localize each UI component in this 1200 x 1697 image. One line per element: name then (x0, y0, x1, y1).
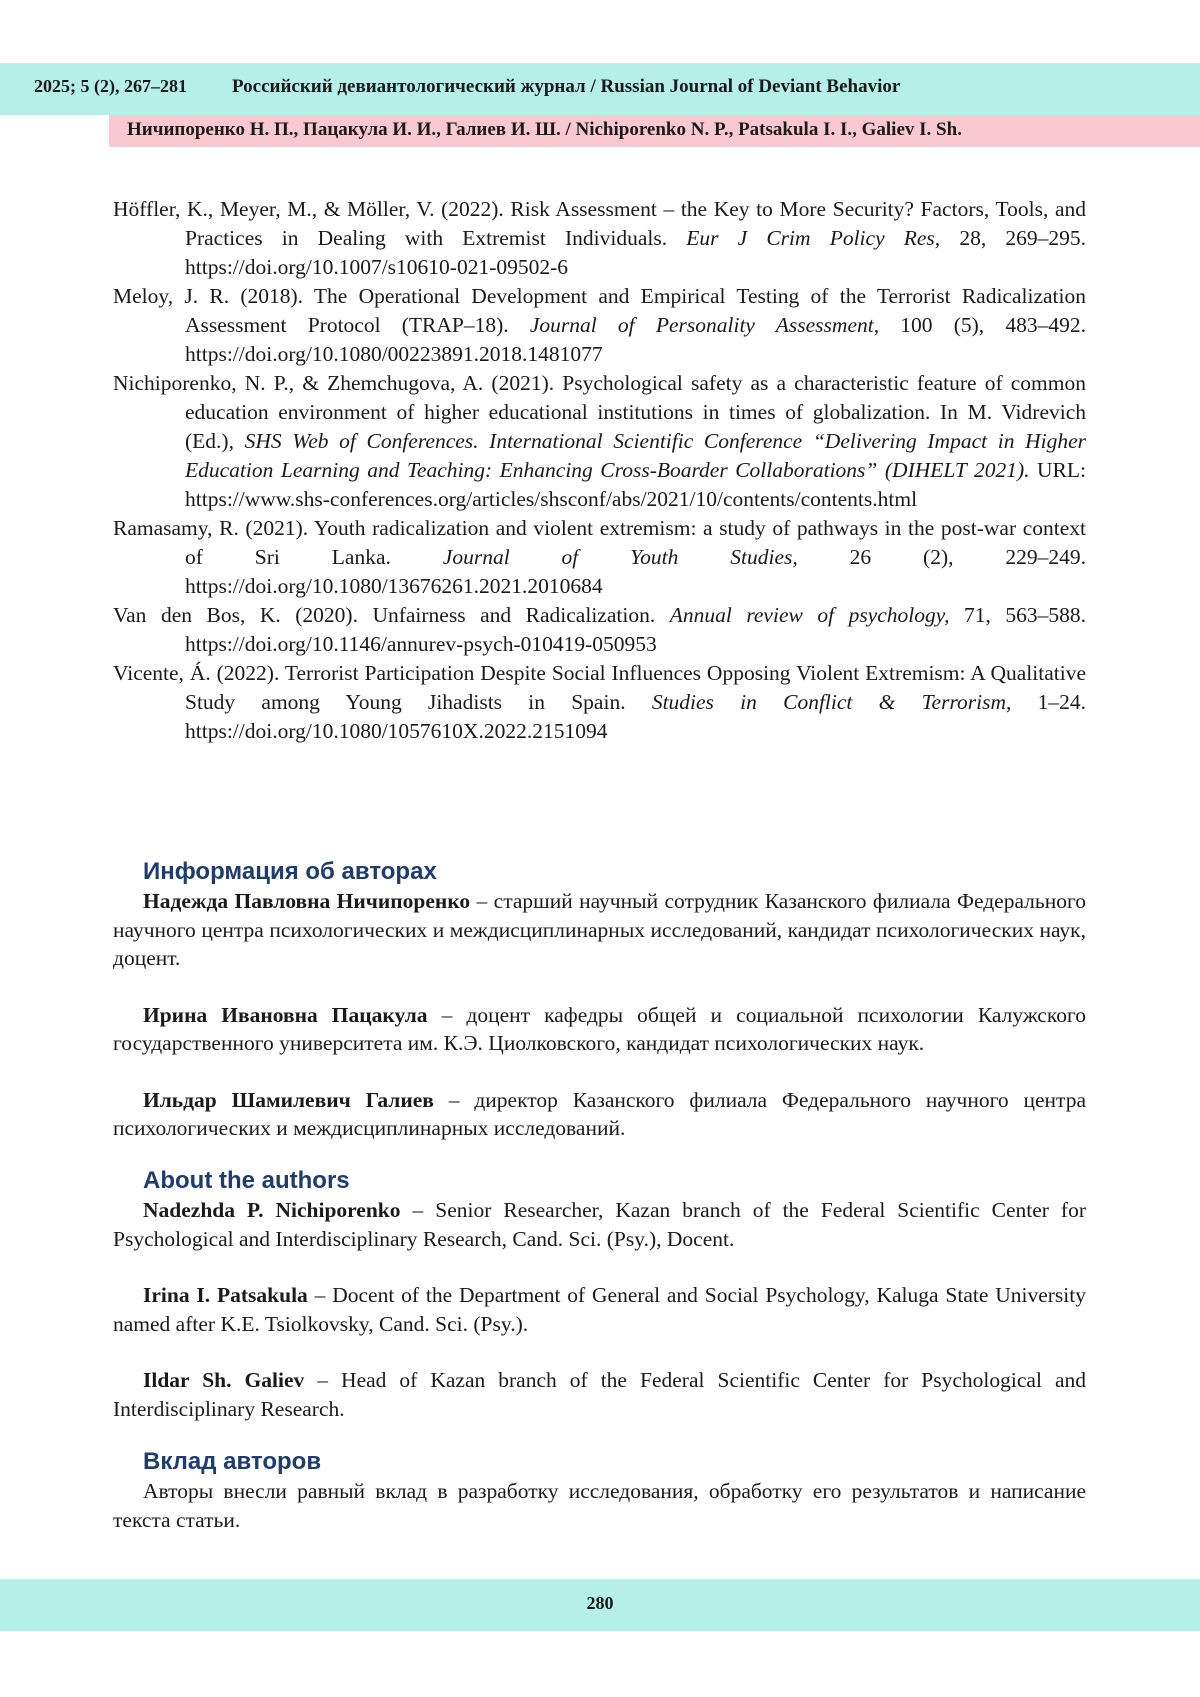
reference-item: Van den Bos, K. (2020). Unfairness and Radicalization. Annual review of psychology, 71, 563–588. https://doi.org/10.1146/annurev-psych-010419-050953 (113, 603, 1087, 656)
ru-authors-section (113, 857, 1086, 1143)
journal-header-band (0, 63, 1200, 115)
running-authors-band (109, 115, 1200, 147)
author-info: Nadezhda P. Nichiporenko – Senior Researcher, Kazan branch of the Federal Scientific Center for Psychological and Interdisciplinary Research, Cand. Sci. (Psy.), Docent. (113, 1198, 1087, 1251)
author-info: Ildar Sh. Galiev – Head of Kazan branch of the Federal Scientific Center for Psychological and Interdisciplinary Research. (113, 1368, 1086, 1421)
contribution-heading: Вклад авторов (143, 1448, 322, 1475)
page-number: 280 (586, 1593, 614, 1613)
page-footer (0, 1579, 1200, 1631)
running-authors: Ничипоренко Н. П., Пацакула И. И., Галиев И. Ш. / Nichiporenko N. P., Patsakula I. I., Galiev I. Sh. (127, 119, 962, 140)
author-info: Надежда Павловна Ничипоренко – старший научный сотрудник Казанского филиала Федерального научного центра психологических и междисциплинарных исследований, кандидат психологических наук, доцент. (113, 889, 1087, 970)
reference-item: Meloy, J. R. (2018). The Operational Development and Empirical Testing of the Terrorist Radicalization Assessment Protocol (TRAP–18). Journal of Personality Assessment, 100 (5), 483–492. https://doi.org/10.1080/00223891.2018.1481077 (113, 284, 1086, 366)
issue-info: 2025; 5 (2), 267–281 (34, 76, 187, 96)
reference-item: Nichiporenko, N. P., & Zhemchugova, A. (2021). Psychological safety as a characteristic feature of common education environment of higher educational institutions in times of globalization. In M. Vidrevich (Ed.), SHS Web of Conferences. International Scientific Conference “Delivering Impact in Higher Education Learning and Teaching: Enhancing Cross-Boarder Collaborations” (DIHELT 2021). URL: https://www.shs-conferences.org/articles/shsconf/abs/2021/10/contents/contents.html (113, 371, 1086, 511)
contribution-text: Авторы внесли равный вклад в разработку исследования, обработку его результатов и написание текста статьи. (113, 1479, 1086, 1532)
author-info: Ирина Ивановна Пацакула – доцент кафедры общей и социальной психологии Калужского государственного университета им. К.Э. Циолковского, кандидат психологических наук. (113, 1002, 1086, 1055)
author-info: Irina I. Patsakula – Docent of the Department of General and Social Psychology, Kaluga State University named after K.E. Tsiolkovsky, Cand. Sci. (Psy.). (113, 1283, 1086, 1336)
reference-item: Vicente, Á. (2022). Terrorist Participation Despite Social Influences Opposing Violent Extremism: A Qualitative Study among Young Jihadists in Spain. Studies in Conflict & Terrorism, 1–24. https://doi.org/10.1080/1057610X.2022.2151094 (113, 661, 1086, 743)
contribution-section (113, 1447, 1086, 1534)
reference-list (113, 195, 1086, 746)
en-authors-section (113, 1166, 1086, 1423)
ru-authors-heading: Информация об авторах (143, 858, 437, 885)
author-info: Ильдар Шамилевич Галиев – директор Казанского филиала Федерального научного центра психологических и междисциплинарных исследований. (113, 1087, 1086, 1140)
reference-item: Ramasamy, R. (2021). Youth radicalization and violent extremism: a study of pathways in the post-war context of Sri Lanka. Journal of Youth Studies, 26 (2), 229–249. https://doi.org/10.1080/13676261.2021.2010684 (113, 516, 1087, 598)
en-authors-heading: About the authors (143, 1167, 350, 1194)
reference-item: Höffler, K., Meyer, M., & Möller, V. (2022). Risk Assessment – the Key to More Security? Factors, Tools, and Practices in Dealing with Extremist Individuals. Eur J Crim Policy Res, 28, 269–295. https://doi.org/10.1007/s10610-021-09502-6 (113, 197, 1086, 279)
journal-title: Российский девиантологический журнал / Russian Journal of Deviant Behavior (232, 76, 901, 97)
